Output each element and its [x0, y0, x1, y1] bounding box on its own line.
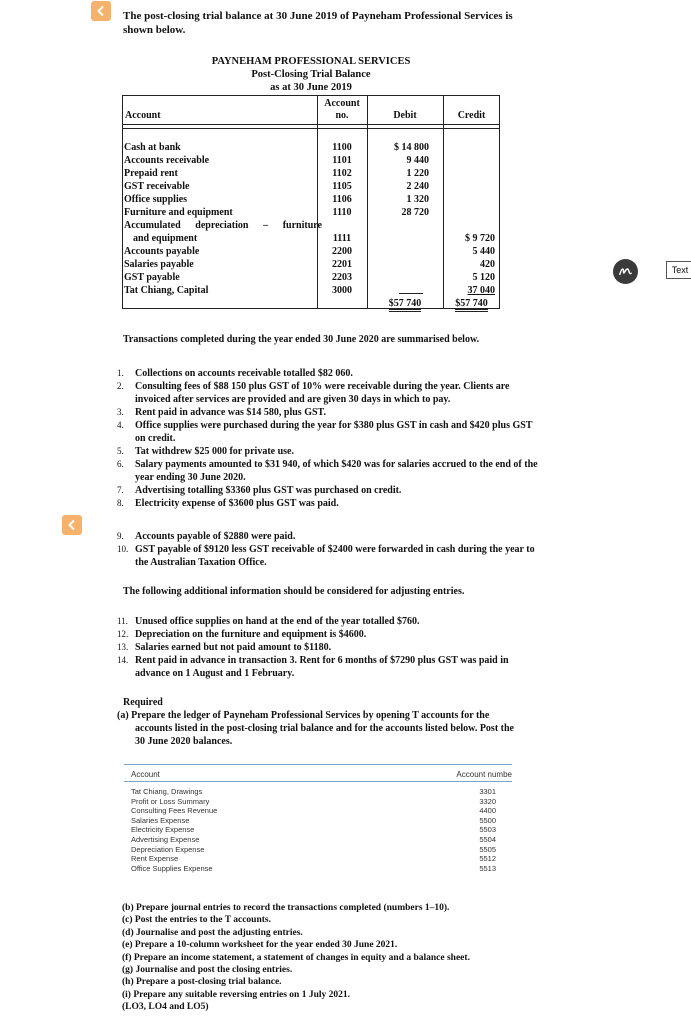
trial-balance-date: as at 30 June 2019 [270, 82, 352, 93]
tb-account-no: 2203 [332, 272, 352, 283]
annotate-button[interactable] [613, 259, 638, 284]
tb-account-name: GST receivable [124, 181, 190, 192]
tb-credit: 420 [480, 259, 495, 270]
required-part: (c) Post the entries to the T accounts. [122, 915, 271, 926]
list-item-text: Rent paid in advance in transaction 3. Rent for 6 months of $7290 plus GST was paid in advance on 1 August and 1 February. [135, 655, 509, 679]
tb-credit: $ 9 720 [465, 233, 495, 244]
list-item [117, 445, 542, 458]
tb-account-no: 1102 [332, 168, 352, 179]
list-item-text: Collections on accounts receivable totalled $82 060. [135, 368, 353, 379]
tb-account-name: Accounts payable [124, 246, 200, 257]
required-part: (h) Prepare a post-closing trial balance. [122, 977, 282, 988]
total-debit: $57 740 [389, 298, 422, 312]
list-item-number: 5. [117, 446, 124, 456]
list-item-text: Rent paid in advance was $14 580, plus GST. [135, 407, 326, 418]
tb-account-no: 1105 [332, 181, 352, 192]
header-debit: Debit [393, 110, 417, 121]
transactions-list [117, 367, 542, 510]
required-part: (f) Prepare an income statement, a statement of changes in equity and a balance sheet. [122, 952, 470, 963]
list-item [117, 641, 542, 654]
tb-debit: 9 440 [406, 155, 429, 166]
tb-account-name: Accumulated depreciation – furniture [124, 220, 322, 231]
account-number: 3320 [479, 796, 496, 806]
tb-account-name: Accounts receivable [124, 155, 210, 166]
tb-account-name: Salaries payable [124, 259, 194, 270]
required-part-a: (a) Prepare the ledger of Payneham Professional Services by opening T accounts for the accounts listed in the post-closing trial balance and for the accounts listed below. Post the 30 June 2020 balances. [117, 710, 514, 747]
chevron-left-icon [66, 519, 78, 531]
list-item-text: Unused office supplies on hand at the end of the year totalled $760. [135, 616, 420, 627]
tb-account-no: 2201 [332, 259, 352, 270]
list-item [117, 419, 542, 445]
table-row [131, 816, 496, 825]
list-item [117, 406, 542, 419]
tb-account-no: 1101 [332, 155, 352, 166]
list-item [117, 543, 542, 569]
table-row [131, 797, 496, 806]
required-part: (i) Prepare any suitable reversing entries on 1 July 2021. [122, 989, 350, 1000]
required-part: (g) Journalise and post the closing entries. [122, 965, 293, 976]
tb-debit: 28 720 [401, 207, 429, 218]
account-name: Advertising Expense [131, 835, 200, 844]
account-name: Rent Expense [131, 854, 179, 864]
list-item [117, 654, 542, 680]
tb-account-name: Tat Chiang, Capital [124, 285, 209, 296]
list-item [117, 497, 542, 510]
list-item-text: Office supplies were purchased during the year for $380 plus GST in cash and $420 plus GST on credit. [135, 420, 533, 444]
tb-credit: 5 440 [472, 246, 495, 257]
header-account-no-1: Account [324, 98, 360, 109]
table-row [131, 835, 496, 844]
additional-accounts-table [124, 764, 512, 877]
adjustments-list [117, 615, 542, 680]
tb-account-name: GST payable [124, 272, 180, 283]
account-number: 4400 [479, 806, 496, 816]
table-row [131, 825, 496, 834]
tb-account-no: 1111 [332, 233, 352, 244]
list-item-number: 7. [117, 485, 124, 495]
account-name: Salaries Expense [131, 815, 190, 825]
required-heading: Required [123, 697, 163, 708]
header-account: Account [125, 110, 161, 121]
list-item-text: Accounts payable of $2880 were paid. [135, 531, 296, 542]
transactions-heading: Transactions completed during the year ended 30 June 2020 are summarised below. [123, 334, 480, 345]
list-item-number: 1. [117, 368, 124, 378]
account-name: Profit or Loss Summary [131, 796, 210, 806]
back-button[interactable] [91, 1, 111, 21]
required-part: (d) Journalise and post the adjusting entries. [122, 927, 303, 938]
list-item-number: 3. [117, 407, 124, 417]
table-row [131, 864, 496, 873]
list-item-number: 2. [117, 381, 124, 391]
transactions-list-continued [117, 530, 542, 569]
table-row [131, 845, 496, 854]
list-item-number: 10. [117, 544, 129, 554]
total-credit: $57 740 [455, 298, 488, 312]
intro-text: The post-closing trial balance at 30 June 2019 of Payneham Professional Services is shown below. [123, 10, 513, 36]
account-number: 5500 [479, 815, 496, 825]
list-item-number: 6. [117, 459, 124, 469]
list-item-text: Salaries earned but not paid amount to $1180. [135, 642, 332, 653]
tb-account-name: Office supplies [124, 194, 188, 205]
back-button-secondary[interactable] [62, 515, 82, 535]
list-item-text: Consulting fees of $88 150 plus GST of 10% were receivable during the year. Clients are invoiced after services are provided and are given 30 days in which to pay. [135, 381, 510, 405]
list-item [117, 628, 542, 641]
list-item [117, 615, 542, 628]
required-part: (e) Prepare a 10-column worksheet for the year ended 30 June 2021. [122, 940, 398, 951]
list-item-number: 11. [117, 616, 128, 626]
required-parts-list [122, 902, 547, 1014]
tb-account-name: Furniture and equipment [124, 207, 233, 218]
list-item-text: Depreciation on the furniture and equipment is $4600. [135, 629, 367, 640]
additional-heading: The following additional information should be considered for adjusting entries. [123, 586, 465, 597]
trial-balance-table [122, 95, 500, 309]
list-item-number: 13. [117, 642, 129, 652]
account-name: Tat Chiang, Drawings [131, 787, 203, 796]
list-item-text: Tat withdrew $25 000 for private use. [135, 446, 294, 457]
tb-account-name: Prepaid rent [124, 168, 178, 179]
list-item [117, 458, 542, 484]
tb-account-no: 1110 [332, 207, 352, 218]
list-item [117, 484, 542, 497]
tb-debit: 1 220 [406, 168, 429, 179]
text-tool-button[interactable]: Text [666, 261, 691, 279]
account-number: 5513 [479, 863, 496, 873]
tb-account-no: 1100 [332, 142, 352, 153]
tb-debit: 1 320 [406, 194, 429, 205]
account-number: 5504 [479, 835, 496, 844]
scribble-icon [618, 264, 633, 279]
chevron-left-icon [95, 5, 107, 17]
account-number: 5505 [479, 844, 496, 854]
header-credit: Credit [457, 110, 486, 121]
list-item-text: Advertising totalling $3360 plus GST was purchased on credit. [135, 485, 402, 496]
tb-account-no: 2200 [332, 246, 352, 257]
account-name: Consulting Fees Revenue [131, 806, 218, 816]
list-item-text: Salary payments amounted to $31 940, of which $420 was for salaries accrued to the end of the year ending 30 June 2020. [135, 459, 538, 483]
list-item-number: 14. [117, 655, 129, 665]
account-name: Depreciation Expense [131, 844, 205, 854]
list-item-number: 8. [117, 498, 124, 508]
tb-debit: $ 14 800 [394, 142, 429, 153]
list-item [117, 367, 542, 380]
list-item-number: 4. [117, 420, 124, 430]
table-row [131, 787, 496, 796]
tb-credit: 5 120 [472, 272, 495, 283]
trial-balance-title: Post-Closing Trial Balance [251, 69, 371, 80]
tb-account-name: Cash at bank [124, 142, 181, 153]
account-number: 5503 [479, 825, 496, 835]
table-row [131, 854, 496, 863]
account-number: 3301 [479, 787, 496, 796]
accounts-header-number: Account numbe [456, 770, 512, 779]
accounts-header-account: Account [131, 770, 160, 779]
list-item [117, 380, 542, 406]
list-item-text: Electricity expense of $3600 plus GST was paid. [135, 498, 339, 509]
list-item-number: 9. [117, 531, 124, 541]
tb-account-no: 1106 [332, 194, 352, 205]
account-name: Electricity Expense [131, 825, 195, 835]
company-name: PAYNEHAM PROFESSIONAL SERVICES [211, 56, 411, 67]
list-item-number: 12. [117, 629, 129, 639]
tb-account-no: 3000 [332, 285, 352, 296]
tb-debit: 2 240 [406, 181, 429, 192]
list-item [117, 530, 542, 543]
tb-account-name: and equipment [133, 233, 198, 244]
account-name: Office Supplies Expense [131, 863, 213, 873]
tb-credit: 37 040 [467, 285, 495, 296]
required-part: (b) Prepare journal entries to record the transactions completed (numbers 1–10). [122, 903, 450, 913]
table-row [131, 806, 496, 815]
required-part: (LO3, LO4 and LO5) [122, 1002, 209, 1013]
account-number: 5512 [479, 854, 496, 864]
list-item-text: GST payable of $9120 less GST receivable of $2400 were forwarded in cash during the year to the Australian Taxation Office. [135, 544, 535, 568]
header-account-no-2: no. [335, 110, 349, 121]
